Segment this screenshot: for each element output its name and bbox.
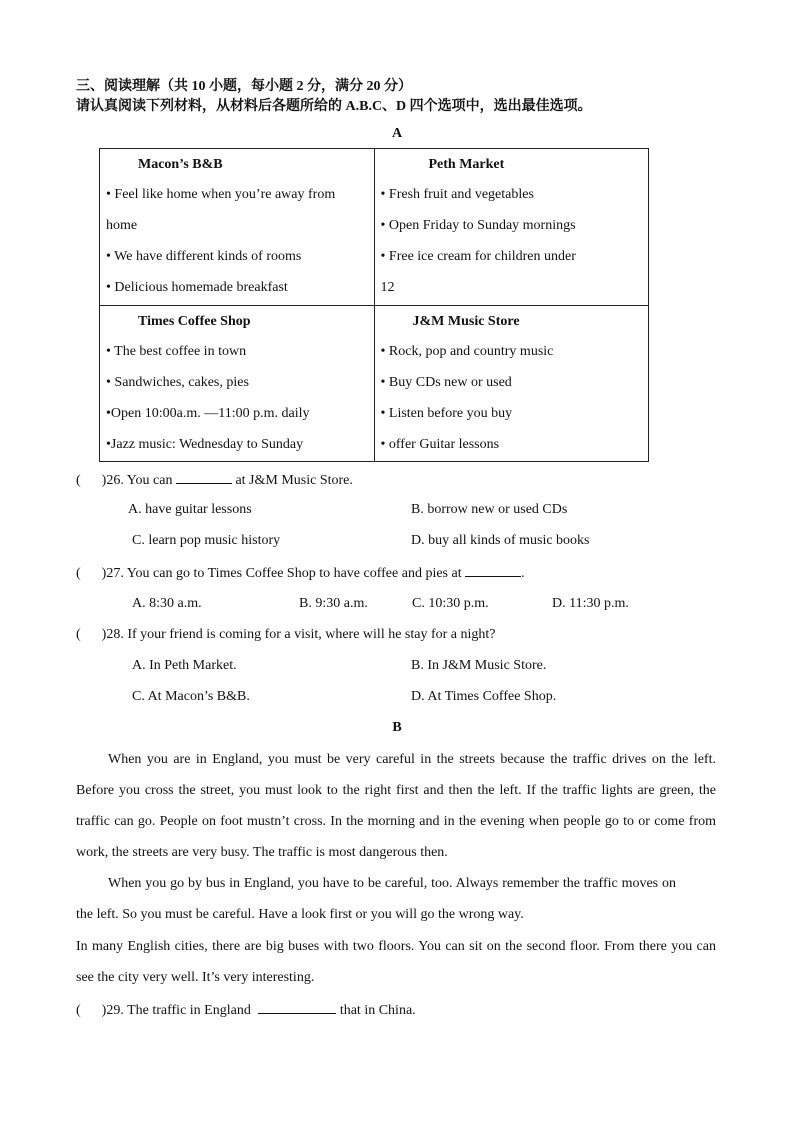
answer-blank [258,999,336,1014]
option-d[interactable]: D. 11:30 p.m. [552,596,629,611]
option-c[interactable]: C. learn pop music history [132,533,281,548]
passage-b-paragraph-3: In many English cities, there are big buses with two floors. You can sit on the second floor. From there you can see the city very well. It’s very interesting. [76,939,716,985]
answer-bracket[interactable]: ( ) [76,627,107,642]
answer-blank [465,562,521,577]
answer-bracket[interactable]: ( ) [76,1003,107,1018]
ad-item: • Delicious homemade breakfast [106,280,288,295]
option-b[interactable]: B. 9:30 a.m. [299,596,368,611]
answer-bracket[interactable]: ( ) [76,473,107,488]
section-instruction: 请认真阅读下列材料，从材料后各题所给的 A.B.C、D 四个选项中，选出最佳选项。 [76,99,592,114]
option-a[interactable]: A. 8:30 a.m. [132,596,202,611]
option-b[interactable]: B. borrow new or used CDs [411,502,568,517]
ad-item: • Rock, pop and country music [380,343,554,359]
ad-item: • Free ice cream for children under [380,249,576,264]
ad-title: Macon’s B&B [138,157,223,172]
ad-cell-times-coffee [100,305,375,462]
question-stem: 29. The traffic in England [106,1003,251,1018]
ad-item: • We have different kinds of rooms [106,249,302,264]
ad-item: • Fresh fruit and vegetables [380,187,534,202]
question-stem-end: at J&M Music Store. [235,473,353,488]
ad-item: home [106,218,138,233]
ad-item: •Jazz music: Wednesday to Sunday [106,436,304,452]
option-a[interactable]: A. have guitar lessons [128,502,252,517]
passage-b-paragraph-2: When you go by bus in England, you have to be careful, too. Always remember the traffic moves on the left. So you must be careful. Have a look first or you will go the wrong way. [76,876,676,922]
option-c[interactable]: C. 10:30 p.m. [412,596,489,611]
option-c[interactable]: C. At Macon’s B&B. [132,689,250,704]
answer-bracket[interactable]: ( ) [76,566,107,581]
ad-cell-peth [374,149,649,306]
passage-b-paragraph-1: When you are in England, you must be very careful in the streets because the traffic drives on the left. Before you cross the street, you must look to the right first and then the left. If the traffic lights are green, the traffic can go. People on foot mustn’t cross. In the morning and in the evening when people go to or come from work, the streets are very busy. The traffic is most dangerous then. [76,752,716,860]
ad-item: • Sandwiches, cakes, pies [106,374,249,390]
question-29 [76,999,416,1021]
question-stem-end: . [521,566,525,581]
question-stem: 27. You can go to Times Coffee Shop to have coffee and pies at [106,566,462,581]
ad-cell-macons [100,149,375,306]
ad-title: J&M Music Store [412,313,520,329]
ad-item: • Listen before you buy [380,405,513,421]
ad-item: • offer Guitar lessons [380,436,500,452]
option-b[interactable]: B. In J&M Music Store. [411,658,547,673]
passage-b-label: B [392,720,402,735]
question-26 [76,469,353,491]
question-stem: 28. If your friend is coming for a visit, where will he stay for a night? [106,627,496,642]
ad-cell-jm-music [374,305,649,462]
question-stem: 26. You can [106,473,173,488]
ads-table [99,148,649,462]
question-27 [76,562,525,584]
ad-item: • Buy CDs new or used [380,374,512,390]
ad-item: • Feel like home when you’re away from [106,187,336,202]
ad-item: • The best coffee in town [106,343,247,359]
ad-item: 12 [380,280,395,295]
question-stem-end: that in China. [339,1003,416,1018]
question-28 [76,625,496,645]
ad-item: •Open 10:00a.m. —11:00 p.m. daily [106,405,310,421]
option-d[interactable]: D. At Times Coffee Shop. [411,689,557,704]
passage-a-label: A [391,126,403,141]
ad-item: • Open Friday to Sunday mornings [380,218,576,233]
ad-title: Peth Market [428,157,505,172]
section-heading: 三、阅读理解（共 10 小题，每小题 2 分，满分 20 分） [76,79,412,94]
option-a[interactable]: A. In Peth Market. [132,658,237,673]
option-d[interactable]: D. buy all kinds of music books [411,533,590,548]
ad-title: Times Coffee Shop [138,313,251,329]
answer-blank [176,469,232,484]
